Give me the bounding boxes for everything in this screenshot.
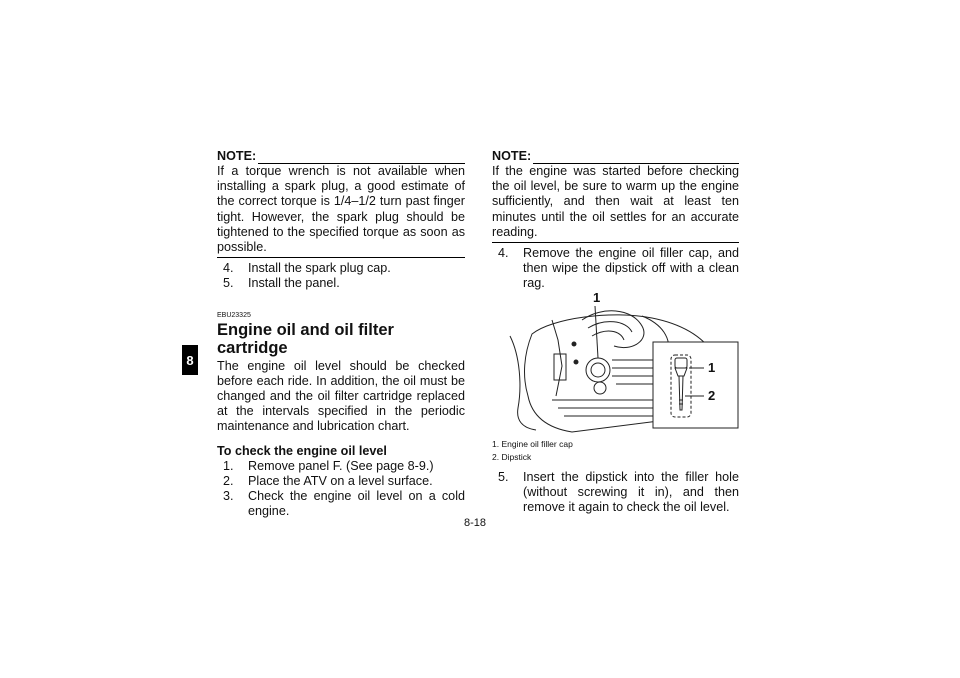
page-number: 8-18 bbox=[464, 517, 487, 529]
caption-item: 2. Dipstick bbox=[492, 451, 532, 462]
steps-list-a bbox=[217, 261, 465, 291]
step-text: Check the engine oil level on a cold engine. bbox=[248, 489, 465, 519]
leader-line bbox=[595, 306, 598, 358]
note-header bbox=[492, 150, 739, 164]
figure-label-inset-2: 2 bbox=[708, 387, 716, 403]
hose-loop bbox=[588, 321, 632, 331]
note-text: If the engine was started before checking the oil level, be sure to warm up the engine sufficiently, and then wait at least ten minutes until the oil settles for an accurate reading. bbox=[492, 164, 739, 239]
section-heading: Engine oil and oil filter cartridge bbox=[217, 320, 394, 357]
figure-label-inset-1: 1 bbox=[708, 359, 716, 375]
note-label: NOTE: bbox=[217, 148, 257, 163]
steps-list-b bbox=[217, 459, 465, 520]
steps-list-d bbox=[492, 470, 739, 516]
step-number: 4. bbox=[498, 246, 509, 261]
crankcase-ribs bbox=[552, 400, 662, 416]
intro-paragraph: The engine oil level should be checked before each ride. In addition, the oil must be changed and the oil filter cartridge replaced at the intervals specified in the periodic maintenance and lubrication chart. bbox=[217, 358, 465, 434]
step-number: 1. bbox=[223, 458, 234, 473]
step-item bbox=[217, 261, 465, 276]
step-number: 2. bbox=[223, 474, 234, 489]
section-tab: 8 bbox=[182, 345, 198, 375]
step-number: 4. bbox=[223, 261, 234, 276]
caption-item: 1. Engine oil filler cap bbox=[492, 438, 573, 449]
bolt bbox=[574, 360, 578, 364]
inset-box bbox=[653, 342, 738, 428]
step-item bbox=[217, 276, 465, 291]
step-item bbox=[217, 489, 465, 519]
note-end-rule bbox=[492, 242, 739, 243]
step-item bbox=[492, 470, 739, 516]
step-text: Install the spark plug cap. bbox=[248, 261, 391, 276]
note-label: NOTE: bbox=[492, 148, 532, 163]
step-number: 3. bbox=[223, 489, 234, 504]
step-number: 5. bbox=[498, 469, 509, 484]
filler-cap-inner bbox=[591, 363, 605, 377]
filler-boss bbox=[594, 382, 606, 394]
step-text: Remove the engine oil filler cap, and then wipe the dipstick off with a clean rag. bbox=[523, 246, 739, 291]
bolt bbox=[572, 342, 576, 346]
step-text: Install the panel. bbox=[248, 276, 340, 291]
step-text: Place the ATV on a level surface. bbox=[248, 474, 433, 489]
step-text: Insert the dipstick into the filler hole (without screwing it in), and then remove it again to check the oil level. bbox=[523, 469, 739, 515]
oil-filler-figure bbox=[492, 289, 739, 436]
filler-cap bbox=[586, 358, 610, 382]
steps-list-c bbox=[492, 246, 739, 292]
figure-captions bbox=[492, 438, 739, 464]
left-column bbox=[217, 150, 465, 520]
step-number: 5. bbox=[223, 276, 234, 291]
right-column bbox=[492, 150, 739, 515]
note-end-rule bbox=[217, 257, 465, 258]
step-item bbox=[217, 459, 465, 474]
step-item bbox=[492, 246, 739, 292]
subheading: To check the engine oil level bbox=[217, 443, 387, 458]
step-text: Remove panel F. (See page 8-9.) bbox=[248, 458, 434, 473]
section-code: EBU23325 bbox=[217, 311, 251, 319]
figure-label-main: 1 bbox=[593, 289, 601, 305]
engine-illustration bbox=[492, 296, 739, 436]
note-text: If a torque wrench is not available when installing a spark plug, a good estimate of the correct torque is 1/4–1/2 turn past finger tight. However, the spark plug should be tightened to the specified torque as soon as possible. bbox=[217, 164, 465, 255]
step-item bbox=[217, 474, 465, 489]
frame-line bbox=[510, 336, 536, 430]
note-header bbox=[217, 150, 465, 164]
